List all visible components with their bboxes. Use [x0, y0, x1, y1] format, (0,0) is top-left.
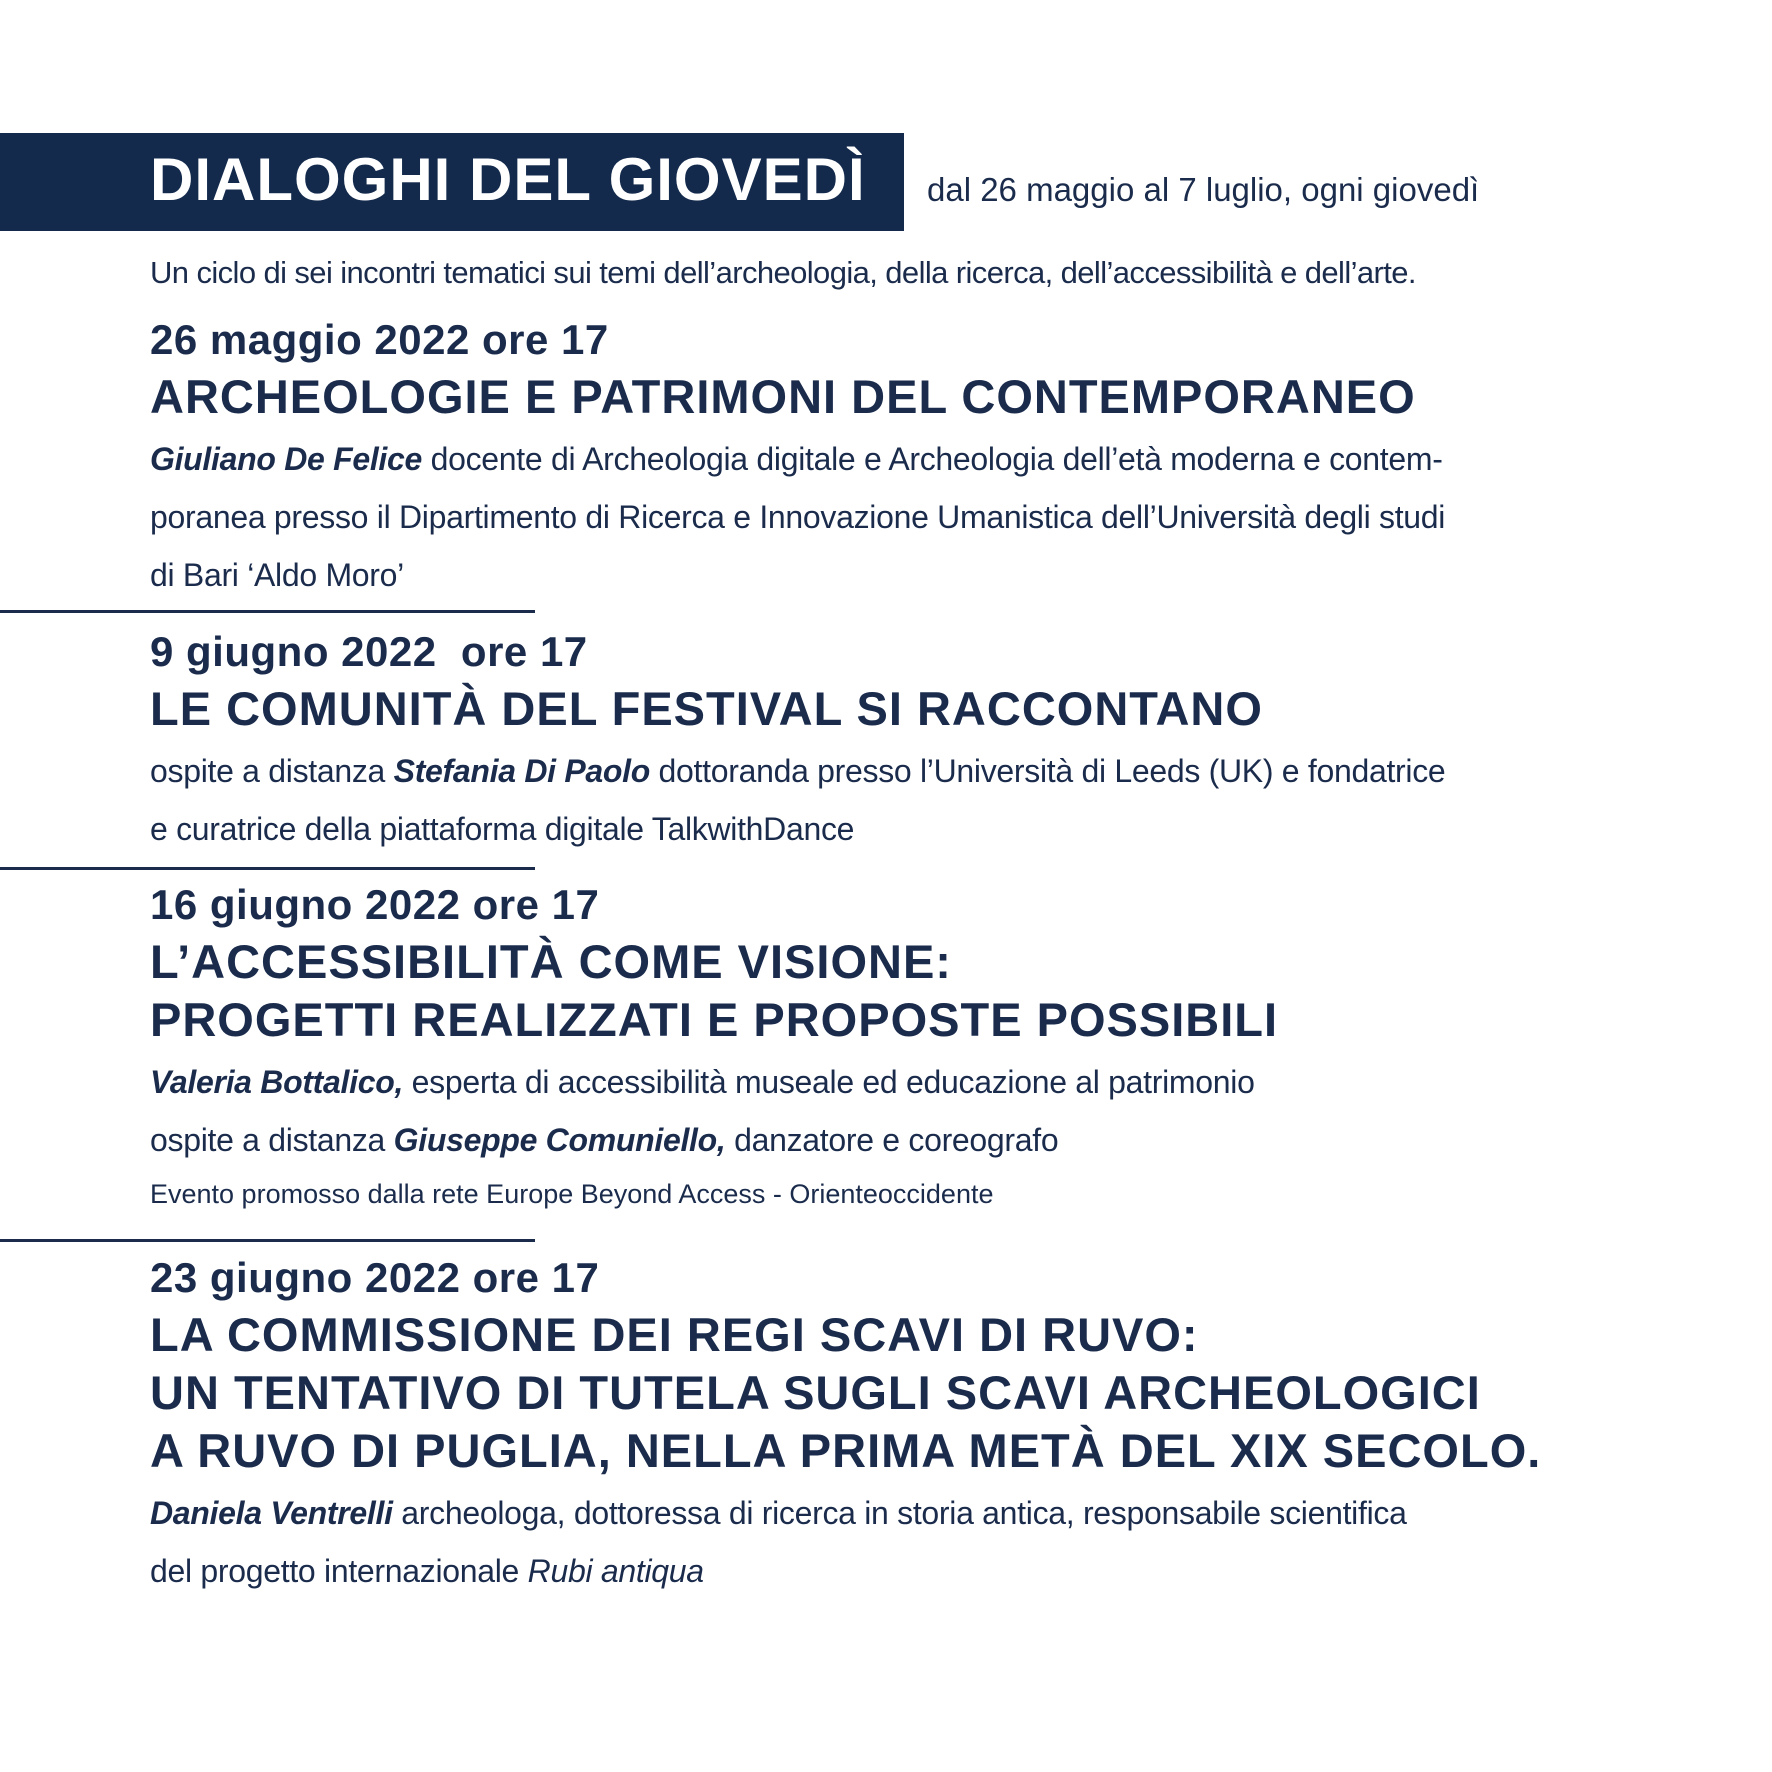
desc-line: Daniela Ventrelli archeologa, dottoressa di ricerca in storia antica, responsabile scientifica	[150, 1495, 1407, 1531]
desc-line: Valeria Bottalico, esperta di accessibilità museale ed educazione al patrimonio	[150, 1064, 1255, 1100]
event-title: LE COMUNITÀ DEL FESTIVAL SI RACCONTANO	[150, 682, 1263, 735]
event-description	[150, 1053, 1630, 1169]
divider-rule	[0, 1239, 535, 1242]
event-title: LA COMMISSIONE DEI REGI SCAVI DI RUVO:	[150, 1308, 1199, 1361]
event-4	[150, 1250, 1630, 1600]
project-name: Rubi antiqua	[527, 1553, 704, 1589]
desc-line: del progetto internazionale Rubi antiqua	[150, 1553, 704, 1589]
event-date: 16 giugno 2022 ore 17	[150, 881, 600, 928]
event-title: UN TENTATIVO DI TUTELA SUGLI SCAVI ARCHEOLOGICI	[150, 1366, 1481, 1419]
event-3	[150, 877, 1630, 1219]
event-title: PROGETTI REALIZZATI E PROPOSTE POSSIBILI	[150, 993, 1279, 1046]
event-title: L’ACCESSIBILITÀ COME VISIONE:	[150, 935, 952, 988]
desc-line: di Bari ‘Aldo Moro’	[150, 557, 404, 593]
event-title: ARCHEOLOGIE E PATRIMONI DEL CONTEMPORANEO	[150, 370, 1416, 423]
desc-line: ospite a distanza Giuseppe Comuniello, danzatore e coreografo	[150, 1122, 1059, 1158]
intro-text: Un ciclo di sei incontri tematici sui temi dell’archeologia, della ricerca, dell’accessibilità e dell’arte.	[150, 255, 1416, 290]
desc-line: ospite a distanza Stefania Di Paolo dottoranda presso l’Università di Leeds (UK) e fondatrice	[150, 753, 1446, 789]
speaker-name: Giuliano De Felice	[150, 441, 423, 477]
event-description	[150, 430, 1630, 604]
divider-rule	[0, 610, 535, 613]
event-description	[150, 1484, 1630, 1600]
desc-line: Giuliano De Felice docente di Archeologia digitale e Archeologia dell’età moderna e contem-	[150, 441, 1443, 477]
event-date: 9 giugno 2022 ore 17	[150, 628, 588, 675]
speaker-name: Valeria Bottalico,	[150, 1064, 404, 1100]
event-1	[150, 312, 1630, 604]
desc-line: e curatrice della piattaforma digitale TalkwithDance	[150, 811, 855, 847]
page-title: DIALOGHI DEL GIOVEDÌ	[150, 146, 866, 213]
event-2	[150, 624, 1630, 858]
speaker-name: Daniela Ventrelli	[150, 1495, 393, 1531]
event-date: 23 giugno 2022 ore 17	[150, 1254, 600, 1301]
page-subtitle: dal 26 maggio al 7 luglio, ogni giovedì	[927, 171, 1480, 208]
event-date: 26 maggio 2022 ore 17	[150, 316, 609, 363]
event-description	[150, 742, 1630, 858]
speaker-name: Giuseppe Comuniello,	[393, 1122, 726, 1158]
desc-line: poranea presso il Dipartimento di Ricerca e Innovazione Umanistica dell’Università degli studi	[150, 499, 1446, 535]
event-title: A RUVO DI PUGLIA, NELLA PRIMA METÀ DEL XIX SECOLO.	[150, 1424, 1542, 1477]
speaker-name: Stefania Di Paolo	[393, 753, 650, 789]
divider-rule	[0, 867, 535, 870]
event-note: Evento promosso dalla rete Europe Beyond Access - Orienteoccidente	[150, 1179, 994, 1209]
